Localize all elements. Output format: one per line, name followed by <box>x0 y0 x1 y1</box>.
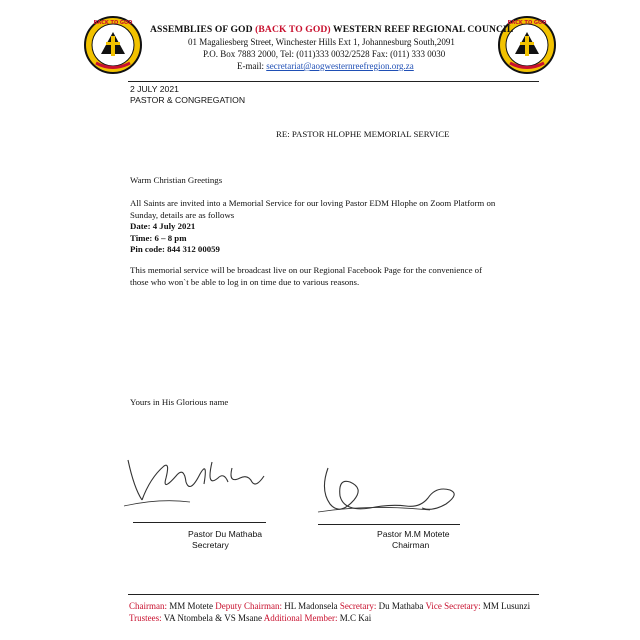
secretary-signature-line <box>133 522 266 523</box>
chairman-signature-line <box>318 524 460 525</box>
deputy-chairman-value: HL Madonsela <box>282 601 340 611</box>
zoom-pin-code: Pin code: 844 312 00059 <box>130 244 220 255</box>
letter-date: 2 JULY 2021 <box>130 84 179 94</box>
letter-closing: Yours in His Glorious name <box>130 397 229 407</box>
organization-email <box>237 61 414 71</box>
organization-title <box>150 24 514 35</box>
svg-text:BACK TO GOD: BACK TO GOD <box>507 20 547 26</box>
email-link[interactable]: secretariat@aogwesternreefregion.org.za <box>266 61 414 71</box>
secretary-value: Du Mathaba <box>376 601 426 611</box>
title-highlight: (BACK TO GOD) <box>255 24 331 35</box>
service-date: Date: 4 July 2021 <box>130 221 196 232</box>
chairman-name: Pastor M.M Motete <box>377 529 450 539</box>
chairman-label: Chairman: <box>129 601 167 611</box>
invitation-line-2: Sunday, details are as follows <box>130 209 235 220</box>
invitation-line-1: All Saints are invited into a Memorial Service for our loving Pastor EDM Hlophe on Zoom Platform on <box>130 198 496 208</box>
secretary-signature <box>120 448 280 518</box>
letter-subject: RE: PASTOR HLOPHE MEMORIAL SERVICE <box>276 129 450 139</box>
service-time: Time: 6 – 8 pm <box>130 232 187 243</box>
email-label: E-mail: <box>237 61 267 71</box>
invitation-paragraph <box>130 198 540 256</box>
secretary-role: Secretary <box>192 540 229 550</box>
additional-member-value: M.C Kai <box>337 613 372 623</box>
header-divider <box>128 81 539 82</box>
council-members-footer <box>129 600 539 624</box>
organization-address: 01 Magaliesberg Street, Winchester Hills Ext 1, Johannesburg South,2091 <box>188 37 455 47</box>
chairman-value: MM Motete <box>167 601 216 611</box>
secretary-name: Pastor Du Mathaba <box>188 529 263 539</box>
broadcast-line-2: those who won`t be able to log in on time due to various reasons. <box>130 276 360 287</box>
chairman-title: Chairman <box>392 540 430 550</box>
chairman-signature <box>310 460 470 526</box>
secretary-label: Secretary: <box>339 601 377 611</box>
svg-text:BACK TO GOD: BACK TO GOD <box>93 20 133 26</box>
trustees-label: Trustees: <box>129 613 162 623</box>
additional-member-label: Additional Member: <box>263 613 338 623</box>
deputy-chairman-label: Deputy Chairman: <box>215 601 282 611</box>
letter-greeting: Warm Christian Greetings <box>130 175 223 185</box>
title-prefix: ASSEMBLIES OF GOD <box>150 24 256 35</box>
organization-contact: P.O. Box 7883 2000, Tel: (011)333 0032/2528 Fax: (011) 333 0030 <box>203 49 446 59</box>
vice-secretary-value: MM Lusunzi <box>480 601 531 611</box>
broadcast-paragraph <box>130 265 540 288</box>
footer-divider <box>128 594 539 595</box>
vice-secretary-label: Vice Secretary: <box>425 601 481 611</box>
title-suffix: WESTERN REEF REGIONAL COUNCIL <box>330 24 514 35</box>
letter-recipient: PASTOR & CONGREGATION <box>130 95 246 105</box>
church-logo-left <box>82 14 144 76</box>
broadcast-line-1: This memorial service will be broadcast live on our Regional Facebook Page for the convenience of <box>130 265 483 275</box>
trustees-value: VA Ntombela & VS Msane <box>161 613 264 623</box>
